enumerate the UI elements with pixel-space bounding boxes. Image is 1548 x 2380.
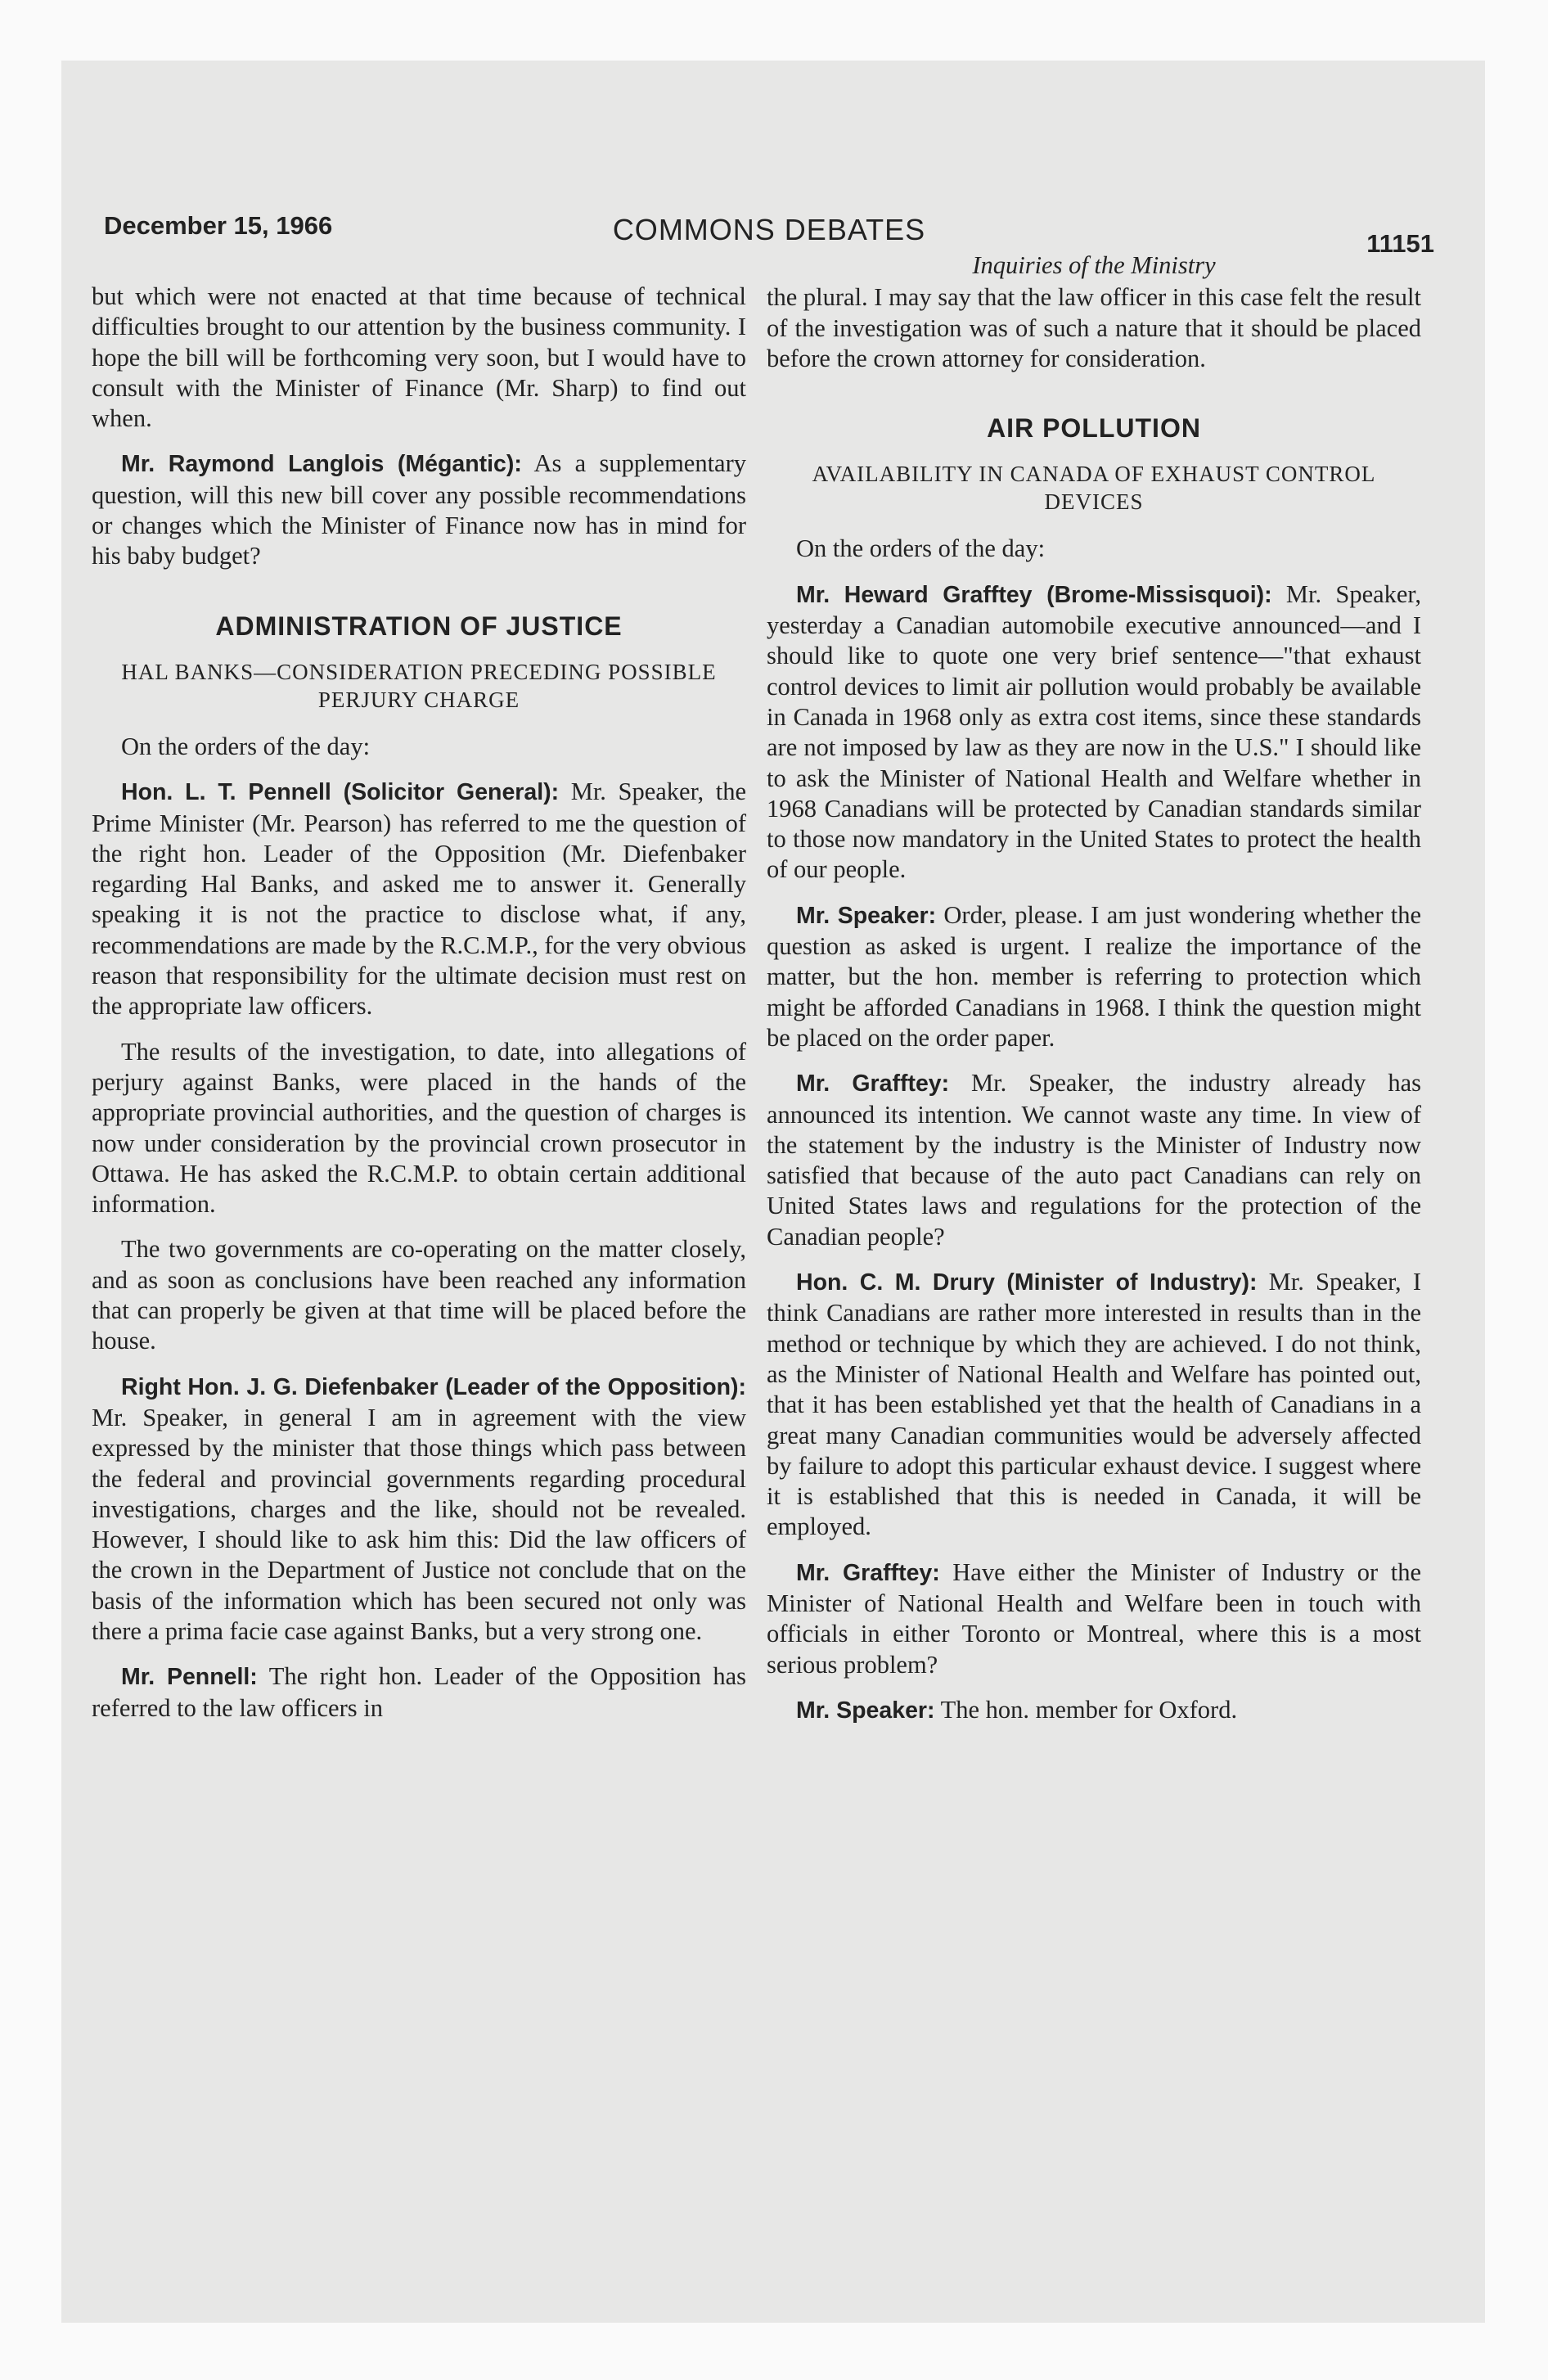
speech-text: Order, please. I am just wondering whether the question as asked is urgent. I realize the importance of the matter, but the hon. member is referring to protection which might be afforded Canadians in 1968. I think the question might be placed on the order paper. xyxy=(767,900,1421,1052)
page-number: 11151 xyxy=(1366,229,1434,258)
header-date: December 15, 1966 xyxy=(104,211,333,240)
paragraph: the plural. I may say that the law officer in this case felt the result of the investigation was of such a nature that it should be placed before the crown attorney for consideration. xyxy=(767,283,1421,372)
speech-text: Mr. Speaker, the industry already has announced its intention. We cannot waste any time. In view of the statement by the industry is the Minister of Industry now satisfied that because of the auto pact Canadians can rely on United States laws and regulations for the protection of the Canadian people? xyxy=(767,1069,1421,1251)
speech-text: Mr. Speaker, the Prime Minister (Mr. Pearson) has referred to me the question of the right hon. Leader of the Opposition (Mr. Diefenbaker regarding Hal Banks, and asked me to answer it. Generally speaking it is not the practice to disclose what, if any, recommendations are made by the R.C.M.P., for the very obvious reason that responsibility for the ultimate decision must rest on the appropriate law officers. xyxy=(92,778,746,1021)
speaker-name: Hon. C. M. Drury (Minister of Industry): xyxy=(796,1269,1258,1296)
left-column xyxy=(92,282,746,1738)
speaker-name: Mr. Pennell: xyxy=(121,1664,258,1691)
page xyxy=(61,61,1485,2323)
speech-text: The right hon. Leader of the Opposition has referred to the law officers in xyxy=(92,1662,747,1722)
paragraph xyxy=(767,1695,1421,1726)
section-title: AIR POLLUTION xyxy=(987,413,1201,444)
running-head: Inquiries of the Ministry xyxy=(972,251,1216,279)
speech-text: Mr. Speaker, I think Canadians are rather more interested in results than in the method or technique by which they are achieved. I do not think, as the Minister of National Health and Welfare has pointed out, that it has been established yet that the health of Canadians in a great many Canadian communities would be adversely affected by failure to adopt this particular exhaust device. I suggest where it is established that this is needed in Canada, it will be employed. xyxy=(767,1268,1421,1541)
header-title: COMMONS DEBATES xyxy=(612,213,926,246)
paragraph xyxy=(767,900,1421,1053)
speech-text: As a supplementary question, will this new bill cover any possible recommendations or changes which the Minister of Finance now has in mind for his baby budget? xyxy=(92,449,747,570)
section-subtitle: AVAILABILITY IN CANADA OF EXHAUST CONTROL DEVICES xyxy=(812,462,1376,515)
speaker-name: Mr. Heward Grafftey (Brome-Missisquoi): xyxy=(796,581,1272,608)
speech-text: Mr. Speaker, yesterday a Canadian automobile executive announced—and I should like to quote one very brief sentence—"that exhaust control devices to limit air pollution would probably be available in Canada in 1968 only as extra cost items, since these standards are not imposed by law as they are now in the U.S." I should like to ask the Minister of National Health and Welfare whether in 1968 Canadians will be protected by Canadian standards similar to those now mandatory in the United States to protect the health of our people. xyxy=(767,579,1421,884)
paragraph: The results of the investigation, to date, into allegations of perjury against Banks, were placed in the hands of the appropriate provincial authorities, and the question of charges is now under consideration by the provincial crown prosecutor in Ottawa. He has asked the R.C.M.P. to obtain certain additional information. xyxy=(92,1037,746,1219)
speaker-name: Mr. Raymond Langlois (Mégantic): xyxy=(121,451,522,478)
paragraph xyxy=(92,777,746,1021)
speech-text: Mr. Speaker, in general I am in agreement with the view expressed by the minister that those things which pass between the federal and provincial governments regarding procedural investigations, charges and the like, should not be revealed. However, I should like to ask him this: Did the law officers of the crown in the Department of Justice not conclude that on the basis of the information which has been secured not only was there a prima facie case against Banks, but a very strong one. xyxy=(92,1403,746,1645)
paragraph: The two governments are co-operating on the matter closely, and as soon as conclusions have been reached any information that can properly be given at that time will be placed before the house. xyxy=(92,1235,746,1355)
paragraph xyxy=(767,1557,1421,1680)
paragraph xyxy=(92,1372,746,1648)
paragraph xyxy=(92,449,746,571)
page-header xyxy=(104,211,1434,258)
speaker-name: Right Hon. J. G. Diefenbaker (Leader of the Opposition): xyxy=(121,1373,746,1400)
paragraph xyxy=(92,1661,746,1724)
section-subtitle: HAL BANKS—CONSIDERATION PRECEDING POSSIBLE PERJURY CHARGE xyxy=(121,659,717,712)
speaker-name: Mr. Speaker: xyxy=(796,902,937,929)
speaker-name: Mr. Speaker: xyxy=(796,1697,935,1724)
section-title: ADMINISTRATION OF JUSTICE xyxy=(215,611,623,641)
orders-of-the-day: On the orders of the day: xyxy=(121,732,371,760)
paragraph xyxy=(767,1267,1421,1543)
speaker-name: Mr. Grafftey: xyxy=(796,1071,950,1098)
speech-text: The hon. member for Oxford. xyxy=(934,1695,1238,1724)
paragraph xyxy=(767,1068,1421,1252)
speaker-name: Hon. L. T. Pennell (Solicitor General): xyxy=(121,779,560,806)
paragraph xyxy=(767,579,1421,886)
paragraph: but which were not enacted at that time because of technical difficulties brought to our attention by the business community. I hope the bill will be forthcoming very soon, but I would have to consult with the Minister of Finance (Mr. Sharp) to find out when. xyxy=(92,282,746,433)
orders-of-the-day: On the orders of the day: xyxy=(796,534,1046,563)
speaker-name: Mr. Grafftey: xyxy=(796,1559,940,1586)
speech-text: Have either the Minister of Industry or the Minister of National Health and Welfare been in touch with officials in either Toronto or Montreal, where this is a most serious problem? xyxy=(767,1557,1421,1679)
right-column xyxy=(767,250,1421,1741)
